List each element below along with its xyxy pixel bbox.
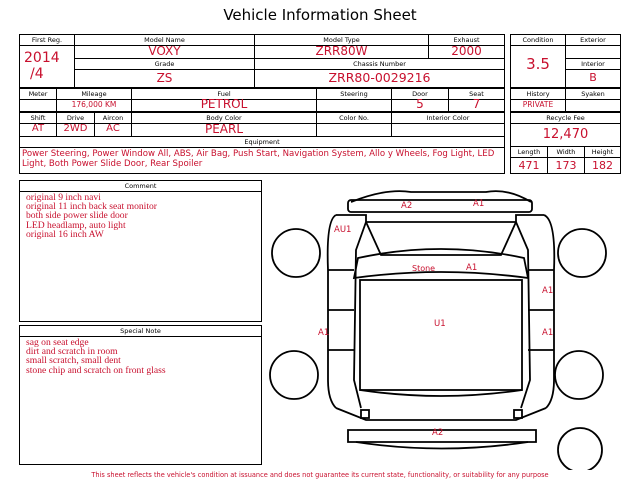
car-diagram bbox=[266, 180, 626, 470]
special-note-label: Special Note bbox=[20, 326, 261, 337]
body-color-value: PEARL bbox=[204, 122, 244, 136]
condition-value: 3.5 bbox=[526, 55, 550, 73]
condition-cell bbox=[510, 34, 566, 88]
wheel-front-left bbox=[272, 229, 320, 277]
damage-mark-au1: AU1 bbox=[334, 225, 352, 235]
special-note-line: stone chip and scratch on front glass bbox=[26, 364, 166, 376]
door-label: Door bbox=[392, 89, 448, 100]
color-no-label: Color No. bbox=[317, 113, 391, 124]
drive-cell bbox=[56, 112, 95, 137]
page-title: Vehicle Information Sheet bbox=[223, 6, 417, 24]
fuel-value: PETROL bbox=[200, 97, 248, 111]
drive-label: Drive bbox=[57, 113, 94, 124]
exhaust-label: Exhaust bbox=[429, 35, 504, 46]
color-no-cell bbox=[316, 112, 392, 137]
mileage-value: 176,000 KM bbox=[71, 100, 117, 109]
special-note-line: sag on seat edge bbox=[26, 337, 89, 348]
door-cell bbox=[391, 88, 449, 112]
model-type-value: ZRR80W bbox=[315, 44, 368, 58]
comment-text bbox=[26, 193, 157, 239]
first-reg-year: 2014 bbox=[24, 50, 60, 66]
steering-cell bbox=[316, 88, 392, 112]
model-type-cell bbox=[254, 34, 429, 59]
length-value: 471 bbox=[518, 159, 540, 172]
width-label: Width bbox=[548, 147, 584, 158]
damage-mark-a1-left: A1 bbox=[318, 328, 330, 338]
seat-cell bbox=[448, 88, 505, 112]
mileage-label: Mileage bbox=[57, 89, 131, 100]
door-value: 5 bbox=[416, 97, 424, 111]
meter-label: Meter bbox=[20, 89, 56, 100]
damage-mark-a2-bottom: A2 bbox=[432, 428, 444, 438]
model-name-label: Model Name bbox=[75, 35, 254, 46]
exhaust-cell bbox=[428, 34, 505, 59]
spare-wheel bbox=[558, 428, 602, 470]
exhaust-value: 2000 bbox=[451, 44, 482, 58]
mileage-cell bbox=[56, 88, 132, 112]
chassis-cell bbox=[254, 58, 505, 88]
chassis-value: ZRR80-0029216 bbox=[328, 70, 431, 85]
interior-label: Interior bbox=[566, 59, 620, 70]
seat-value: 7 bbox=[472, 97, 481, 111]
interior-color-cell bbox=[391, 112, 505, 137]
body-color-label: Body Color bbox=[132, 113, 316, 124]
comment-line: LED headlamp, auto light bbox=[26, 219, 126, 231]
syaken-label: Syaken bbox=[566, 89, 620, 100]
shift-cell bbox=[19, 112, 57, 137]
meter-cell bbox=[19, 88, 57, 112]
equipment-value: Power Steering, Power Window All, ABS, Air Bag, Push Start, Navigation System, Allo y Wheels, Fog Light, LED Light, Both Power Slide Door, Rear Spoiler bbox=[22, 149, 495, 169]
footer-disclaimer: This sheet reflects the vehicle's condition at issuance and does not guarantee its current state, functionality, or suitability for any purpose bbox=[91, 471, 549, 479]
damage-mark-a1-hood: A1 bbox=[466, 263, 478, 273]
model-name-value: VOXY bbox=[148, 44, 181, 58]
seat-label: Seat bbox=[449, 89, 504, 100]
drive-value: 2WD bbox=[63, 123, 88, 134]
comment-line: both side power slide door bbox=[26, 210, 128, 222]
comment-label: Comment bbox=[20, 181, 261, 192]
special-note-line: dirt and scratch in room bbox=[26, 346, 118, 358]
height-cell bbox=[584, 146, 621, 174]
damage-mark-a1-right2: A1 bbox=[542, 328, 554, 338]
fuel-cell bbox=[131, 88, 317, 112]
first-reg-cell bbox=[19, 34, 75, 88]
history-label: History bbox=[511, 89, 565, 100]
damage-mark-stone: Stone bbox=[412, 264, 436, 273]
fuel-label: Fuel bbox=[132, 89, 316, 100]
comment-box bbox=[19, 180, 262, 322]
history-value: PRIVATE bbox=[522, 100, 554, 109]
length-label: Length bbox=[511, 147, 547, 158]
recycle-fee-label: Recycle Fee bbox=[511, 113, 620, 124]
interior-value: B bbox=[589, 71, 597, 84]
comment-line: original 9 inch navi bbox=[26, 192, 101, 203]
aircon-label: Aircon bbox=[95, 113, 131, 124]
aircon-value: AC bbox=[106, 123, 120, 134]
history-cell bbox=[510, 88, 566, 112]
interior-color-label: Interior Color bbox=[392, 113, 504, 124]
height-label: Height bbox=[585, 147, 620, 158]
shift-value: AT bbox=[31, 123, 45, 134]
special-note-text bbox=[26, 338, 166, 375]
width-value: 173 bbox=[555, 159, 577, 172]
first-reg-month: /4 bbox=[30, 66, 44, 82]
condition-label: Condition bbox=[511, 35, 565, 46]
special-note-box bbox=[19, 325, 262, 465]
interior-cell bbox=[565, 58, 621, 88]
model-type-label: Model Type bbox=[255, 35, 428, 46]
wheel-rear-right bbox=[555, 351, 603, 399]
comment-line: original 11 inch back seat monitor bbox=[26, 201, 157, 213]
length-cell bbox=[510, 146, 548, 174]
damage-mark-a2-top: A2 bbox=[401, 201, 413, 211]
special-note-line: small scratch, small dent bbox=[26, 355, 121, 367]
exterior-label: Exterior bbox=[566, 35, 620, 46]
recycle-fee-cell bbox=[510, 112, 621, 147]
equipment-label: Equipment bbox=[20, 137, 504, 148]
grade-label: Grade bbox=[75, 59, 254, 70]
first-reg-label: First Reg. bbox=[20, 35, 74, 46]
body-color-cell bbox=[131, 112, 317, 137]
wheel-front-right bbox=[558, 229, 606, 277]
chassis-label: Chassis Number bbox=[255, 59, 504, 70]
shift-label: Shift bbox=[20, 113, 56, 124]
height-value: 182 bbox=[592, 159, 613, 172]
steering-label: Steering bbox=[317, 89, 391, 100]
grade-cell bbox=[74, 58, 255, 88]
grade-value: ZS bbox=[156, 71, 173, 85]
width-cell bbox=[547, 146, 585, 174]
comment-line: original 16 inch AW bbox=[26, 228, 104, 240]
damage-mark-a1-top: A1 bbox=[473, 199, 485, 209]
wheel-rear-left bbox=[270, 351, 318, 399]
recycle-fee-value: 12,470 bbox=[542, 127, 589, 142]
exterior-cell bbox=[565, 34, 621, 59]
damage-mark-u1: U1 bbox=[434, 319, 446, 329]
syaken-cell bbox=[565, 88, 621, 112]
equipment-cell bbox=[19, 136, 505, 174]
model-name-cell bbox=[74, 34, 255, 59]
damage-mark-a1-right: A1 bbox=[542, 286, 554, 296]
aircon-cell bbox=[94, 112, 132, 137]
